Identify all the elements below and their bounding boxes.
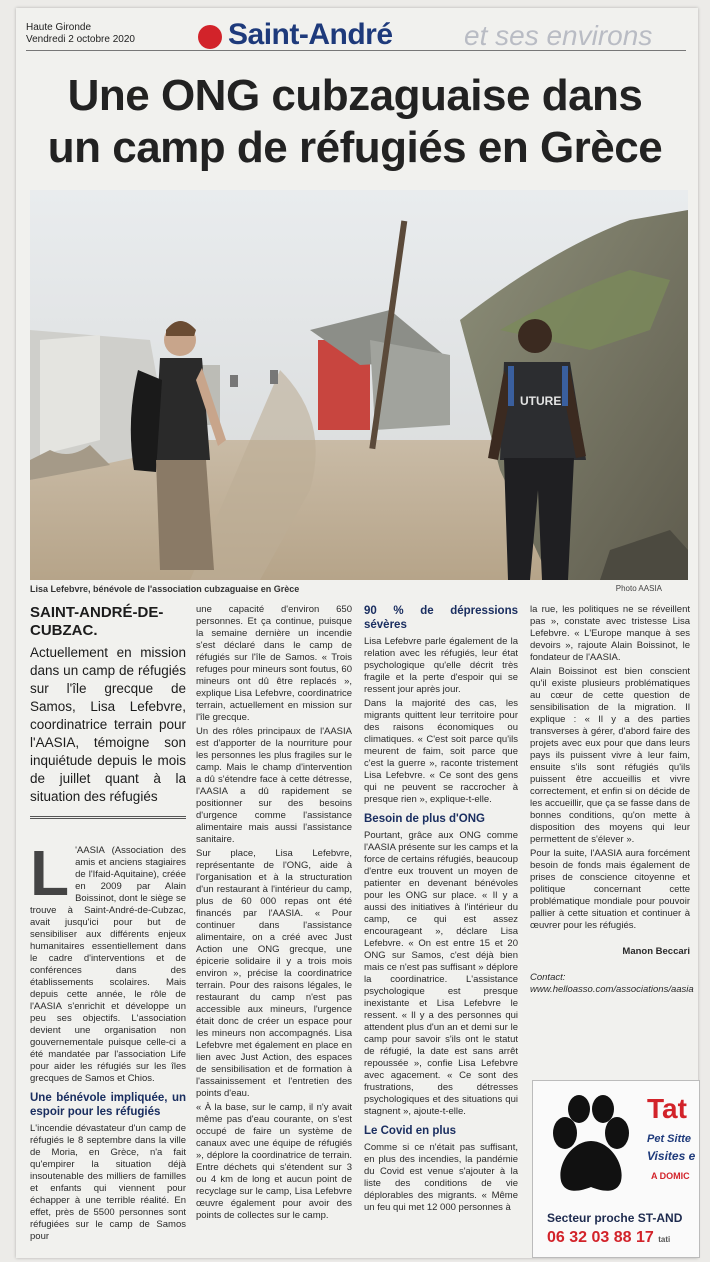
- headline-line-2: un camp de réfugiés en Grèce: [47, 123, 663, 172]
- author-signature: Manon Beccari: [622, 946, 690, 957]
- drop-cap: L: [30, 837, 70, 909]
- body-paragraph: Pourtant, grâce aux ONG comme l'AASIA présente sur les camps et la force de certains réfugiés, beaucoup d'entre eux trouvent un moyen de patienter en devenant bénévoles pour les ONG sur place. « Il y a aussi des initiatives à l'intérieur du camp, ce qui est assez encourageant », déclare Lisa Lefebvre. « On est entre 15 et 20 ONG sur Samos, c'est déjà bien mais ce n'est pas suffisant » déplore la coordinatrice. L'assistance psychologique est presque inexistante et Lisa Lefebvre le ressent. « Il y a des personnes qui attendent plus d'un an et demi sur le camp pour savoir s'ils ont le statut de réfugié, la date est sans arrêt repoussée », confie Lisa Lefebvre avec agacement. « Ce sont des frustrations, des détresses psychologiques et des situations qui stagnent », ajoute-t-elle.: [364, 830, 518, 1117]
- photo-credit: Photo AASIA: [615, 584, 662, 593]
- ad-sector: Secteur proche ST-AND: [547, 1211, 683, 1225]
- body-paragraph: Lisa Lefebvre parle également de la relation avec les réfugiés, leur état psychologique qu'elle décrit très fragile et la perte d'espoir qui se ressent jour après jour.: [364, 636, 518, 695]
- article-lede: Actuellement en mission dans un camp de réfugiés sur l'île grecque de Samos, Lisa Lefebvre, coordinatrice terrain pour l'AASIA, témoigne son inquiétude depuis le mois de juillet quant à la situation des réfugiés: [30, 645, 186, 804]
- ad-line-3: A DOMIC: [651, 1171, 690, 1181]
- ad-phone-number: 06 32 03 88 17: [547, 1229, 654, 1246]
- photo-caption: Lisa Lefebvre, bénévole de l'association cubzaguaise en Grèce: [30, 584, 300, 594]
- body-paragraph: L'incendie dévastateur d'un camp de réfugiés le 8 septembre dans la ville de Moria, en Grèce, n'a fait qu'empirer la situation déjà insoutenable des milliers de familles et enfants qui viennent pour échapper à une terrible réalité. En effet, près de 5500 personnes sont réfugiées sur le camp de Samos pour: [30, 1123, 186, 1242]
- article-column-1: [30, 604, 186, 1245]
- issue-date: Vendredi 2 octobre 2020: [26, 34, 135, 45]
- headline: [0, 70, 710, 174]
- article-column-2: [196, 604, 352, 1224]
- body-paragraph: « À la base, sur le camp, il n'y avait même pas d'eau courante, on s'est occupé de faire un système de canaux avec une équipe de réfugiés », déplore la coordinatrice de terrain. Entre déchets qui s'étendent sur 3 ou 4 km de long et aucun point de recyclage sur le camp, Lisa Lefebvre œuvre également pour avoir des points de collectes sur le camp.: [196, 1102, 352, 1221]
- paper-name: Haute Gironde: [26, 22, 92, 33]
- body-paragraph: Alain Boissinot est bien conscient qu'il existe plusieurs problématiques au cœur de cette question de sensibilisation de la migration. Il explique : « Il y a des parties transverses à gérer, d'abord faire des projets avec eux pour que dans leurs pays ils puissent vivre à leur faim, ensuite s'ils sont réfugiés qu'ils puissent être accueillis et vivre correctement, et enfin si on décide de les accueillir, que ça se fasse dans de bonnes conditions, qu'on mette à disposition des moyens qui leur permettent de s'élever ».: [530, 666, 690, 845]
- headline-line-1: Une ONG cubzaguaise dans: [67, 71, 643, 120]
- shirt-text: UTURE: [520, 394, 562, 408]
- separator-rule: [30, 816, 186, 819]
- subheading: 90 % de dépressions sévères: [364, 605, 518, 631]
- body-paragraph: 'AASIA (Association des amis et anciens stagiaires de l'Ifaid-Aquitaine), créée en 2009 par Alain Boissinot, dont le siège se trouve à Saint-André-de-Cubzac, avait jusqu'ici pour but de sensibiliser aux différents enjeux humanitaires essentiellement dans le cadre d'interventions et de conférences dans des établissements scolaires. Mais depuis cette année, le rôle de l'AASIA s'enrichit et développe un peu ses objectifs. L'association devient une organisation non gouvernementale puisque celle-ci a été mandatée par l'association Life pour aider les réfugiés sur les îles grecques de Samos et Chios.: [30, 845, 186, 1084]
- body-paragraph: Un des rôles principaux de l'AASIA est d'apporter de la nourriture pour les personnes les plus fragiles sur le camp. Mais le champ d'intervention a dû s'étendre face à cette détresse, l'AASIA a dû rapidement se positionner sur des besoins d'urgence comme l'assistance alimentaire mais aussi l'assistance sanitaire.: [196, 726, 352, 845]
- subheading: Une bénévole impliquée, un espoir pour les réfugiés: [30, 1092, 186, 1118]
- article-column-3: [364, 604, 518, 1216]
- ad-line-2: Visites e: [647, 1149, 696, 1163]
- section-suffix: et ses environs: [464, 20, 653, 51]
- advertisement: [532, 1080, 700, 1258]
- paw-icon: [543, 1095, 639, 1205]
- body-paragraph: Dans la majorité des cas, les migrants quittent leur territoire pour des raisons économiques ou climatiques. « C'est soit parce qu'ils meurent de faim, soit parce que c'est la guerre », raconte tristement Lisa Lefebvre. « Ce sont des gens qui ne peuvent se raccrocher à presque rien », explique-t-elle.: [364, 698, 518, 805]
- article-column-4: [530, 604, 694, 996]
- contact-line: Contact: www.helloasso.com/associations/aasia: [530, 972, 694, 995]
- red-dot-icon: [198, 25, 222, 49]
- body-paragraph: la rue, les politiques ne se réveillent pas », constate avec tristesse Lisa Lefebvre. « L'Europe manque à ses devoirs », rajoute Alain Boissinot, le fondateur de l'AASIA.: [530, 604, 690, 663]
- page-header: [16, 10, 676, 54]
- article-kicker: SAINT-ANDRÉ-DE-CUBZAC.: [30, 604, 164, 639]
- article-photo: [30, 190, 688, 580]
- subheading: Besoin de plus d'ONG: [364, 813, 485, 825]
- masthead: [26, 22, 135, 46]
- body-paragraph: Comme si ce n'était pas suffisant, en plus des incendies, la pandémie du Covid est venue s'ajouter à la liste des conditions de vie déplorables des migrants. « Même un feu qui met 12 000 personnes à: [364, 1142, 518, 1213]
- subheading: Le Covid en plus: [364, 1125, 457, 1137]
- ad-line-1: Pet Sitte: [647, 1133, 692, 1145]
- section-title: Saint-André: [228, 18, 393, 51]
- ad-brand: Tat: [647, 1093, 687, 1124]
- body-paragraph: Pour la suite, l'AASIA aura forcément besoin de fonds mais également de prises de conscience citoyenne et politique concernant cette problématique mondiale pour pouvoir pallier à cette situation et continuer à œuvrer pour les réfugiés.: [530, 848, 690, 931]
- body-paragraph: Sur place, Lisa Lefebvre, représentante de l'ONG, aide à l'organisation et à la structuration d'un restaurant à l'intérieur du camp, plus de 60 000 repas ont été financés par l'AASIA. « Pour continuer dans l'assistance alimentaire, on a créé avec Just Action une ONG grecque, une épicerie solidaire il y a trois mois environ », précise la coordinatrice terrain. Pour des raisons légales, le restaurant du camp n'est pas accessible aux mineurs, l'urgence était donc de créer un espace pour les mineurs non accompagnés. Lisa Lefebvre met également en place en lien avec Just Action, des espaces de sensibilisation et de formation à l'assainissement et l'entretien des points d'eau.: [196, 848, 352, 1099]
- ad-phone: [547, 1229, 670, 1247]
- body-paragraph: une capacité d'environ 650 personnes. Et ça continue, puisque la semaine dernière un incendie s'est déclaré dans le camp de réfugiés sur l'île de Samos. « Trois refuges pour mineurs sont foutus, 60 mineurs ont dû être replacés », explique Lisa Lefebvre, coordinatrice terrain, actuellement en mission sur l'île grecque.: [196, 604, 352, 723]
- photo-illustration: [30, 190, 688, 580]
- ad-phone-suffix: tati: [658, 1235, 671, 1244]
- header-rule: [26, 50, 686, 51]
